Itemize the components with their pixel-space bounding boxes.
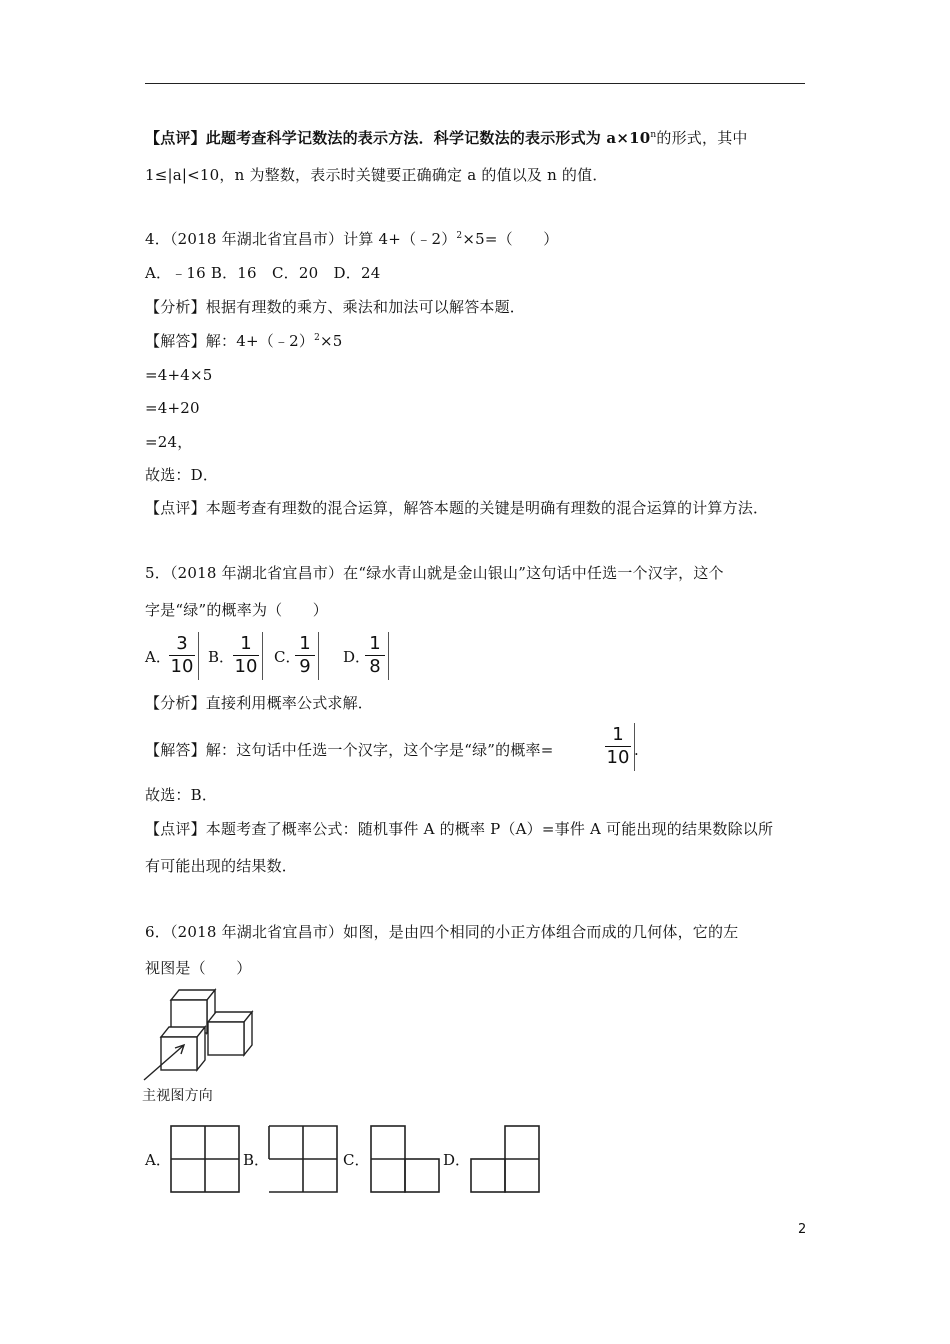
q6-option-a-view xyxy=(170,1125,242,1195)
header-rule xyxy=(145,83,805,84)
q5-choice: 故选：B． xyxy=(145,786,218,804)
q5-comment-line2: 有可能出现的结果数． xyxy=(145,857,298,875)
q5-answer-period: . xyxy=(634,741,639,759)
q4-solution: 【解答】解：4+（﹣2）$^2$×5 xyxy=(145,332,343,350)
q6-option-a-label: A． xyxy=(145,1151,171,1169)
q5-option-a-fraction: 3 10 xyxy=(168,634,196,677)
q5-stem-line2: 字是“绿”的概率为（ ） xyxy=(145,601,328,619)
page-number: 2 xyxy=(798,1222,807,1237)
q4-choice: 故选：D． xyxy=(145,466,219,484)
q4-options: A．﹣16 B．16 C．20 D．24 xyxy=(145,264,381,282)
q3-comment-line2: 1≤|a|<10，n 为整数，表示时关键要正确确定 a 的值以及 n 的值． xyxy=(145,166,608,184)
q6-option-c-label: C． xyxy=(343,1151,370,1169)
q4-step2: =4+20 xyxy=(145,399,200,417)
q6-option-b-view xyxy=(268,1125,340,1195)
q4-step1: =4+4×5 xyxy=(145,366,213,384)
q5-stem-line1: 5．（2018 年湖北省宜昌市）在“绿水青山就是金山银山”这句话中任选一个汉字，这个 xyxy=(145,564,724,582)
q5-solution: 【解答】解：这句话中任选一个汉字，这个字是“绿”的概率= xyxy=(145,741,554,759)
q4-step3: =24， xyxy=(145,433,193,451)
q5-option-c-fraction: 1 9 xyxy=(294,634,316,677)
q6-option-b-label: B． xyxy=(243,1151,270,1169)
q6-stem-line1: 6．（2018 年湖北省宜昌市）如图，是由四个相同的小正方体组合而成的几何体，它的左 xyxy=(145,923,739,941)
q3-comment-line1: 【点评】此题考查科学记数法的表示方法．科学记数法的表示形式为 $a\times 10^n$的形式，其中 xyxy=(145,129,748,147)
q6-option-c-view xyxy=(370,1125,442,1195)
q5-option-a-label: A． xyxy=(145,648,171,666)
q6-option-d-label: D． xyxy=(443,1151,471,1169)
q5-option-d-label: D． xyxy=(343,648,371,666)
q5-analysis: 【分析】直接利用概率公式求解． xyxy=(145,694,374,712)
q5-option-d-fraction: 1 8 xyxy=(364,634,386,677)
figure-caption: 主视图方向 xyxy=(142,1088,213,1104)
q5-answer-fraction: 1 10 xyxy=(604,725,632,768)
q6-stem-line2: 视图是（ ） xyxy=(145,959,252,977)
q5-comment-line1: 【点评】本题考查了概率公式：随机事件 A 的概率 P（A）=事件 A 可能出现的结果数除以所 xyxy=(145,820,774,838)
q4-analysis: 【分析】根据有理数的乘方、乘法和加法可以解答本题． xyxy=(145,298,526,316)
q5-option-c-label: C． xyxy=(274,648,301,666)
q5-option-b-fraction: 1 10 xyxy=(232,634,260,677)
cube-figure xyxy=(140,985,275,1085)
q5-option-b-label: B． xyxy=(208,648,235,666)
q4-comment: 【点评】本题考查有理数的混合运算，解答本题的关键是明确有理数的混合运算的计算方法． xyxy=(145,499,769,517)
q6-option-d-view xyxy=(470,1125,542,1195)
q4-stem: 4．（2018 年湖北省宜昌市）计算 4+（﹣2）$^2$×5=（ ） xyxy=(145,230,559,248)
